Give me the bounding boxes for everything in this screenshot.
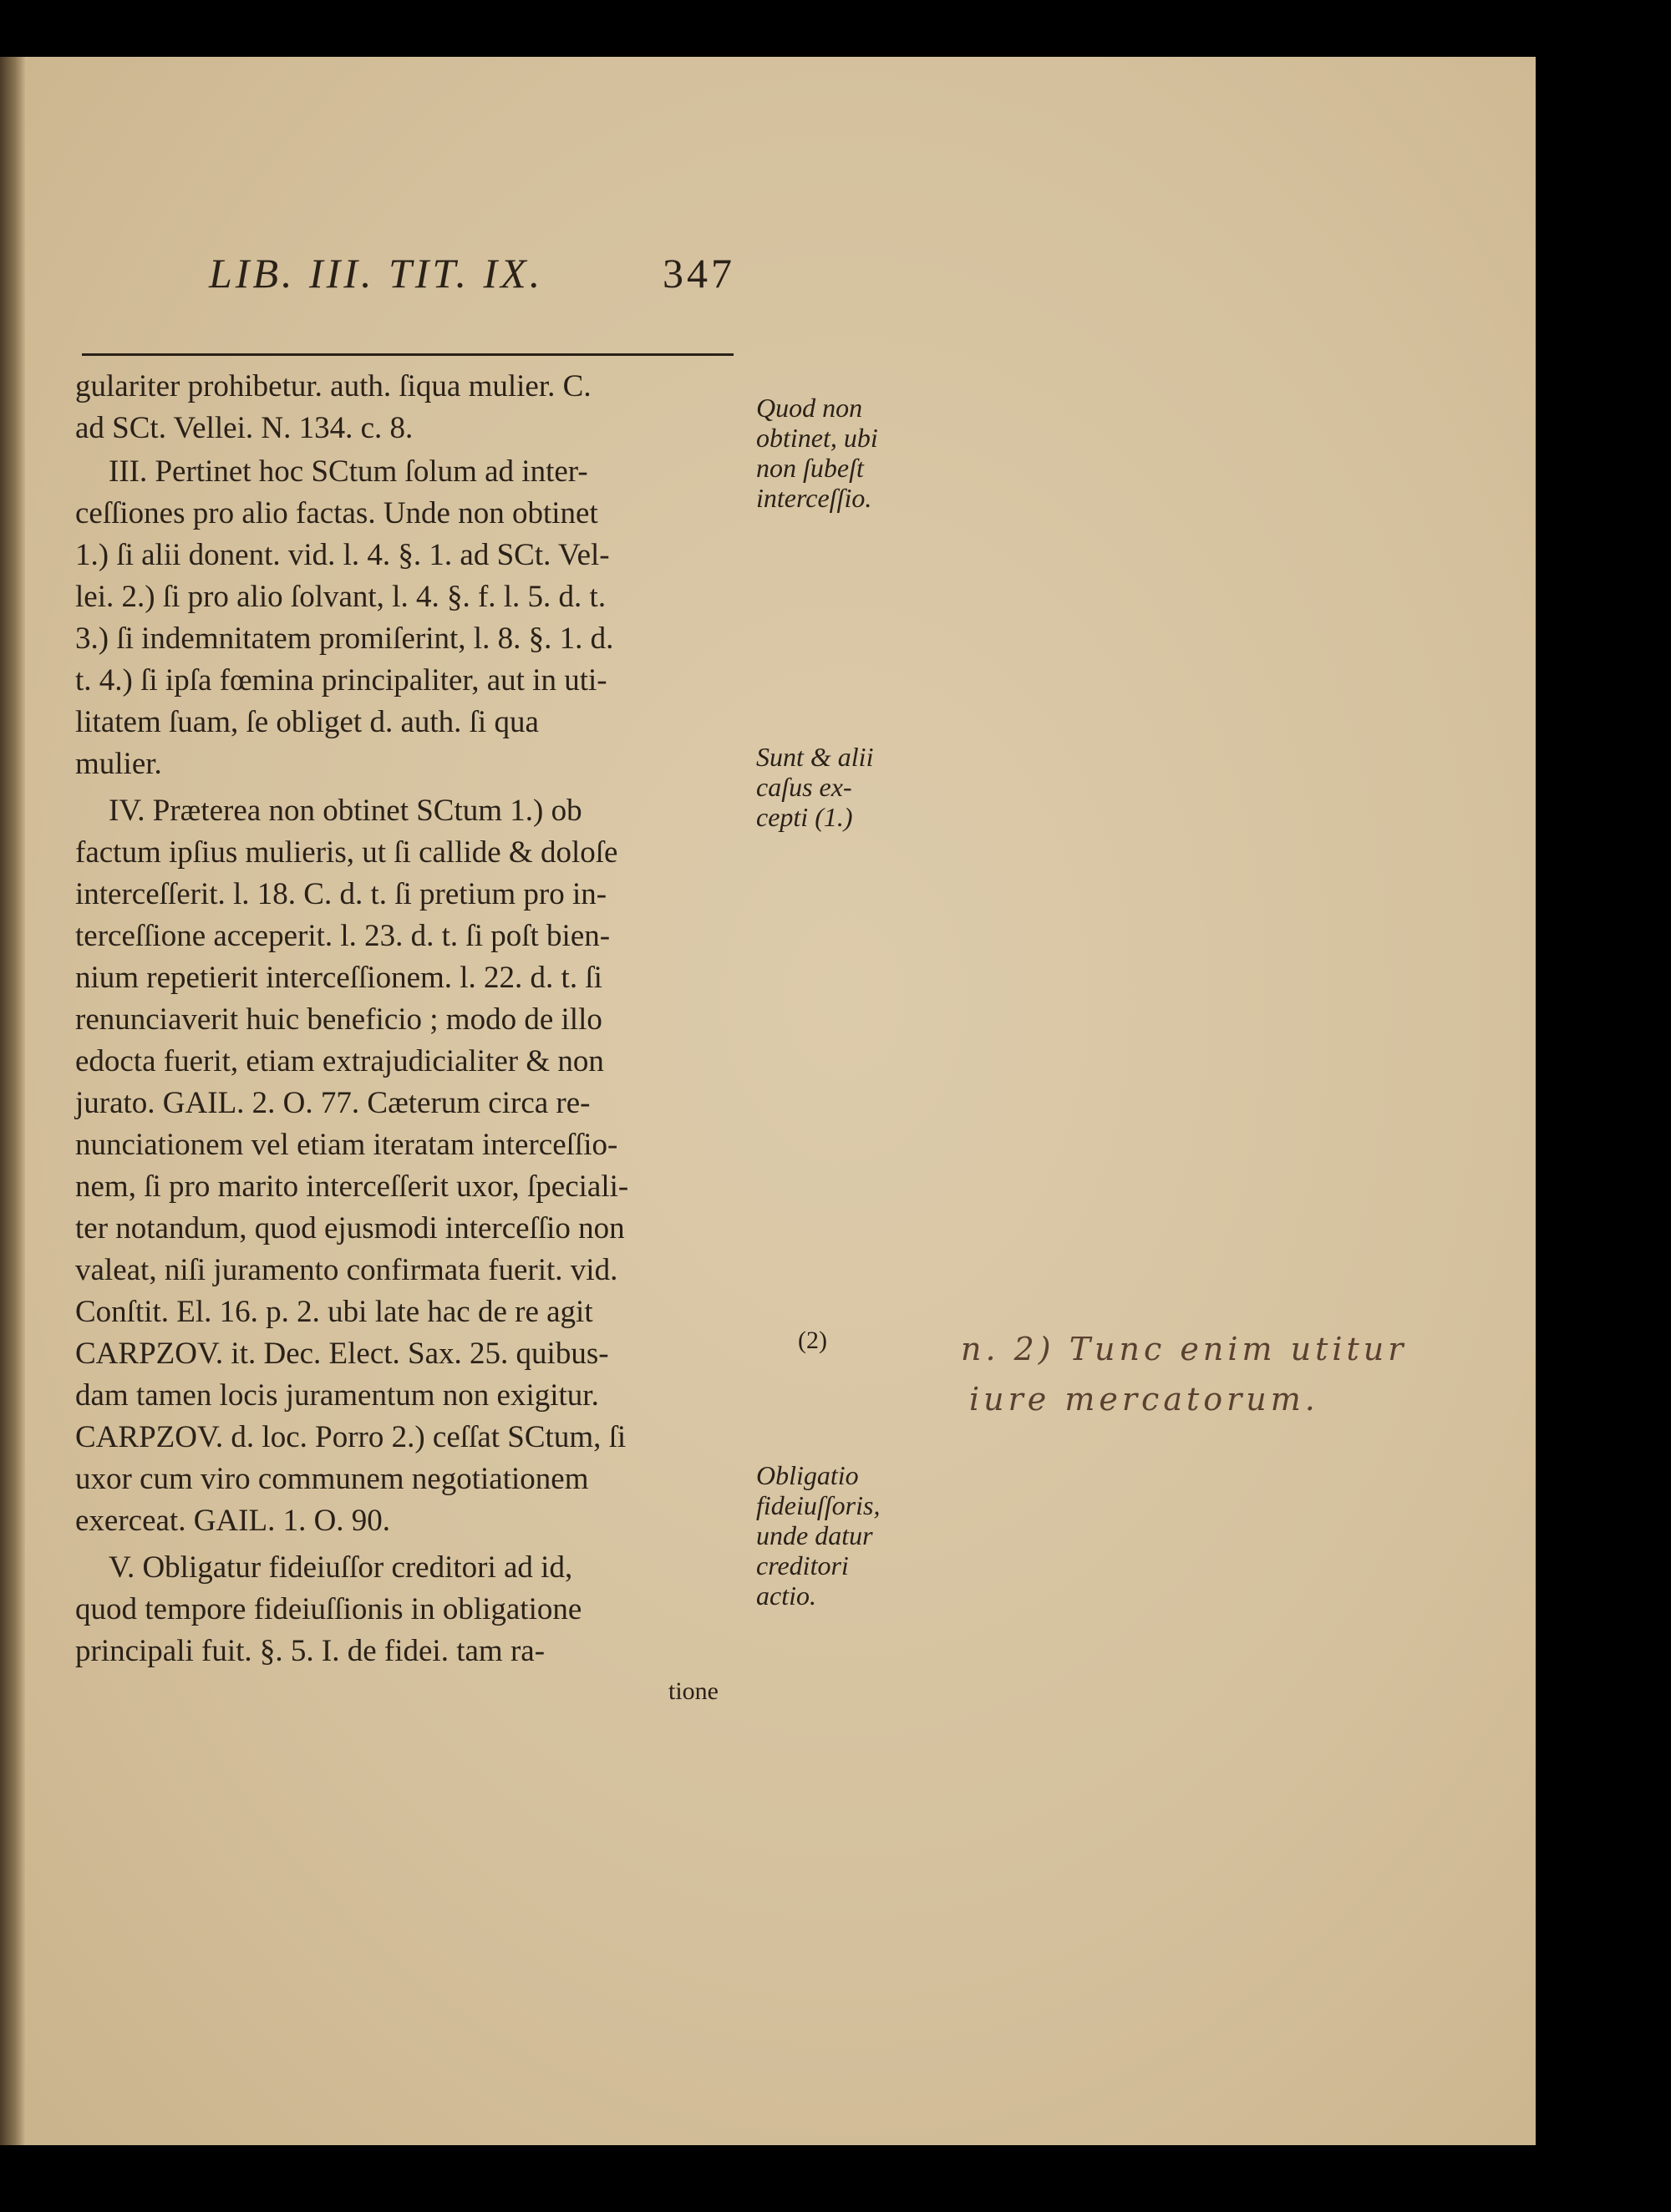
handwritten-note-line-1: n. 2) Tunc enim utitur (961, 1331, 1408, 1367)
text-line: terceſſione acceperit. l. 23. d. t. ſi poſt bien- (75, 919, 611, 953)
text-line: 1.) ſi alii donent. vid. l. 4. §. 1. ad SCt. Vel- (75, 538, 610, 572)
text-line: III. Pertinet hoc SCtum ſolum ad inter- (109, 454, 588, 489)
catchword: tione (668, 1677, 719, 1705)
text-line: factum ipſius mulieris, ut ſi callide & doloſe (75, 835, 618, 870)
text-line: ceſſiones pro alio factas. Unde non obtinet (75, 496, 598, 530)
text-line: CARPZOV. d. loc. Porro 2.) ceſſat SCtum, ſi (75, 1420, 627, 1454)
margin-note-2: Sunt & alii caſus ex- cepti (1.) (756, 742, 874, 832)
text-line: quod tempore fideiuſſionis in obligatione (75, 1592, 582, 1626)
text-line: nium repetierit interceſſionem. l. 22. d. t. ſi (75, 961, 602, 995)
book-page (0, 57, 1536, 2145)
page-number: 347 (663, 250, 735, 297)
text-line: renunciaverit huic beneficio ; modo de illo (75, 1002, 602, 1037)
running-title: LIB. III. TIT. IX. (209, 250, 544, 297)
text-line: exerceat. GAIL. 1. O. 90. (75, 1504, 391, 1538)
text-line: jurato. GAIL. 2. O. 77. Cæterum circa re- (75, 1086, 591, 1120)
running-header (209, 249, 744, 316)
text-line: gulariter prohibetur. auth. ſiqua mulier. C. (75, 369, 592, 403)
text-line: ad SCt. Vellei. N. 134. c. 8. (75, 411, 414, 445)
book-spine (0, 57, 25, 2145)
header-rule (82, 353, 734, 356)
handwritten-note-line-2: iure mercatorum. (969, 1381, 1319, 1418)
text-line: CARPZOV. it. Dec. Elect. Sax. 25. quibus- (75, 1337, 609, 1371)
text-line: uxor cum viro communem negotiationem (75, 1462, 589, 1496)
main-text (75, 366, 760, 1705)
text-line: IV. Præterea non obtinet SCtum 1.) ob (109, 794, 582, 828)
text-line: edocta fuerit, etiam extrajudicialiter & non (75, 1044, 604, 1078)
text-line: dam tamen locis juramentum non exigitur. (75, 1378, 599, 1413)
text-line: nem, ſi pro marito interceſſerit uxor, ſpeciali- (75, 1169, 629, 1204)
text-line: ter notandum, quod ejusmodi interceſſio non (75, 1211, 625, 1246)
text-line: 3.) ſi indemnitatem promiſerint, l. 8. §. 1. d. (75, 621, 614, 656)
text-line: V. Obligatur fideiuſſor creditori ad id, (109, 1550, 573, 1585)
text-line: lei. 2.) ſi pro alio ſolvant, l. 4. §. f. l. 5. d. t. (75, 580, 607, 614)
text-line: nunciationem vel etiam iteratam interceſſio- (75, 1128, 618, 1162)
text-line: principali fuit. §. 5. I. de fidei. tam ra- (75, 1634, 546, 1668)
margin-note-1: Quod non obtinet, ubi non ſubeſt interceſſio. (756, 393, 878, 513)
margin-note-3: Obligatio fideiuſſoris, unde datur creditori actio. (756, 1460, 881, 1611)
note-marker: (2) (798, 1327, 827, 1354)
text-line: valeat, niſi juramento confirmata fuerit. vid. (75, 1253, 618, 1287)
text-line: litatem ſuam, ſe obliget d. auth. ſi qua (75, 705, 539, 739)
text-line: mulier. (75, 747, 162, 781)
text-line: Conſtit. El. 16. p. 2. ubi late hac de re agit (75, 1295, 593, 1329)
text-line: t. 4.) ſi ipſa fœmina principaliter, aut in uti- (75, 663, 607, 698)
text-line: interceſſerit. l. 18. C. d. t. ſi pretium pro in- (75, 877, 607, 911)
